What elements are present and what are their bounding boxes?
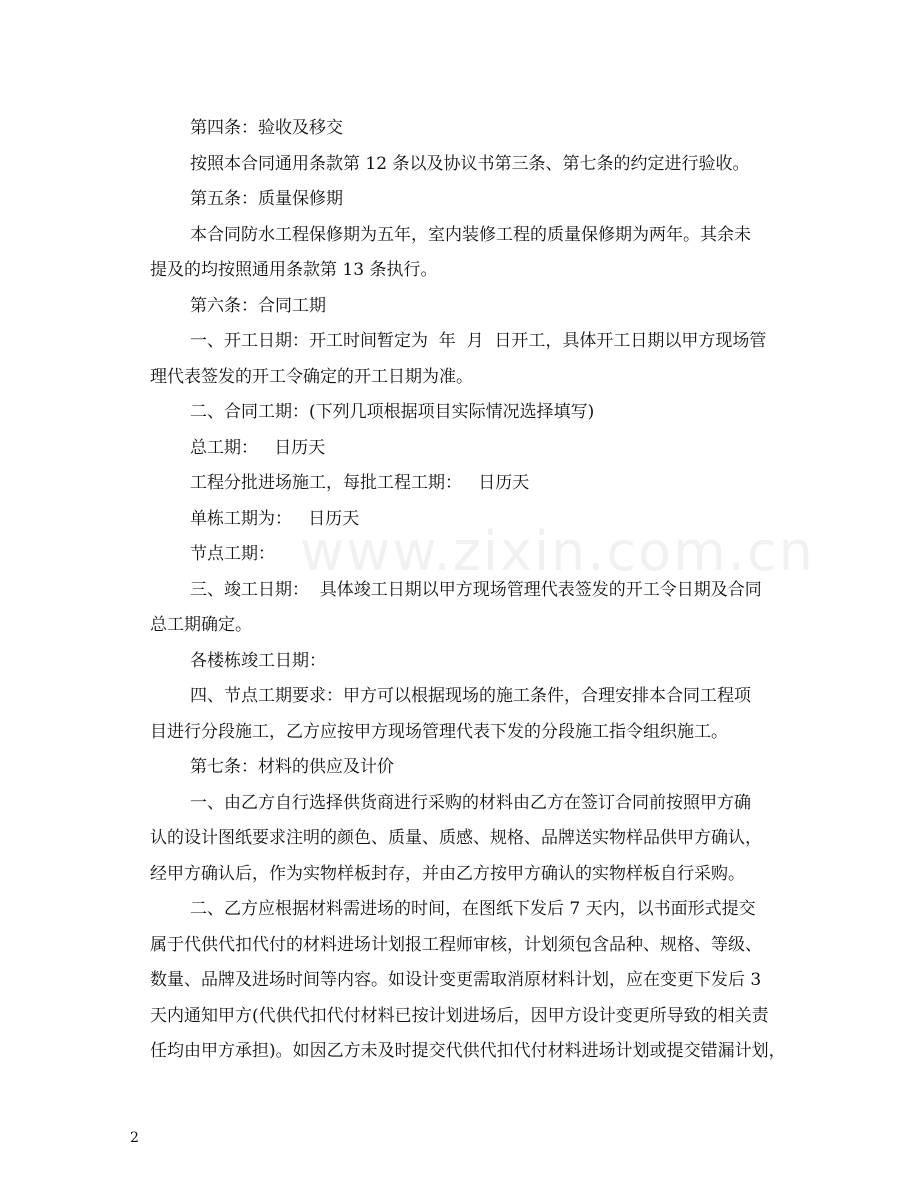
paragraph-17-line-2: 属于代供代扣代付的材料进场计划报工程师审核，计划须包含品种、规格、等级、 (150, 934, 762, 955)
paragraph-2: 按照本合同通用条款第 12 条以及协议书第三条、第七条的约定进行验收。 (190, 153, 750, 174)
paragraph-12-line-2: 总工期确定。 (150, 615, 252, 635)
paragraph-15: 第七条：材料的供应及计价 (190, 757, 394, 777)
paragraph-9: 工程分批进场施工，每批工程工期： 日历天 (190, 473, 530, 493)
paragraph-6: 一、开工日期：开工时间暂定为 年 月 日开工，具体开工日期以甲方现场管 (190, 331, 767, 351)
watermark: www.zixin.com.cn (300, 520, 815, 583)
paragraph-12: 三、竣工日期： 具体竣工日期以甲方现场管理代表签发的开工令日期及合同 (190, 579, 762, 600)
paragraph-11: 节点工期： (190, 544, 275, 564)
paragraph-17-line-3: 数量、品牌及进场时间等内容。如设计变更需取消原材料计划，应在变更下发后 3 (150, 970, 762, 990)
paragraph-4: 本合同防水工程保修期为五年，室内装修工程的质量保修期为两年。其余未 (190, 224, 751, 245)
paragraph-6-line-2: 理代表签发的开工令确定的开工日期为准。 (150, 366, 473, 387)
paragraph-17: 二、乙方应根据材料需进场的时间，在图纸下发后 7 天内，以书面形式提交 (190, 899, 756, 919)
paragraph-16-line-2: 认的设计图纸要求注明的颜色、质量、质感、规格、品牌送实物样品供甲方确认， (150, 828, 762, 848)
paragraph-14: 四、节点工期要求：甲方可以根据现场的施工条件，合理安排本合同工程项 (190, 686, 751, 706)
paragraph-4-line-2: 提及的均按照通用条款第 13 条执行。 (150, 260, 438, 280)
paragraph-3: 第五条：质量保修期 (190, 189, 343, 209)
paragraph-1: 第四条：验收及移交 (190, 118, 343, 138)
paragraph-13: 各楼栋竣工日期： (190, 650, 326, 671)
paragraph-16-line-3: 经甲方确认后，作为实物样板封存，并由乙方按甲方确认的实物样板自行采购。 (150, 863, 745, 884)
page-number: 2 (130, 1130, 139, 1146)
paragraph-7: 二、合同工期：(下列几项根据项目实际情况选择填写) (190, 402, 595, 422)
paragraph-8: 总工期： 日历天 (190, 437, 326, 458)
paragraph-17-line-5: 任均由甲方承担)。如因乙方未及时提交代供代扣代付材料进场计划或提交错漏计划， (150, 1041, 786, 1061)
paragraph-16: 一、由乙方自行选择供货商进行采购的材料由乙方在签订合同前按照甲方确 (190, 792, 751, 813)
paragraph-17-line-4: 天内通知甲方(代供代扣代付材料已按计划进场后，因甲方设计变更所导致的相关责 (150, 1005, 769, 1026)
paragraph-10: 单栋工期为： 日历天 (190, 508, 360, 529)
document-body (150, 111, 790, 1070)
paragraph-5: 第六条：合同工期 (190, 295, 326, 316)
paragraph-14-line-2: 目进行分段施工，乙方应按甲方现场管理代表下发的分段施工指令组织施工。 (150, 721, 728, 742)
